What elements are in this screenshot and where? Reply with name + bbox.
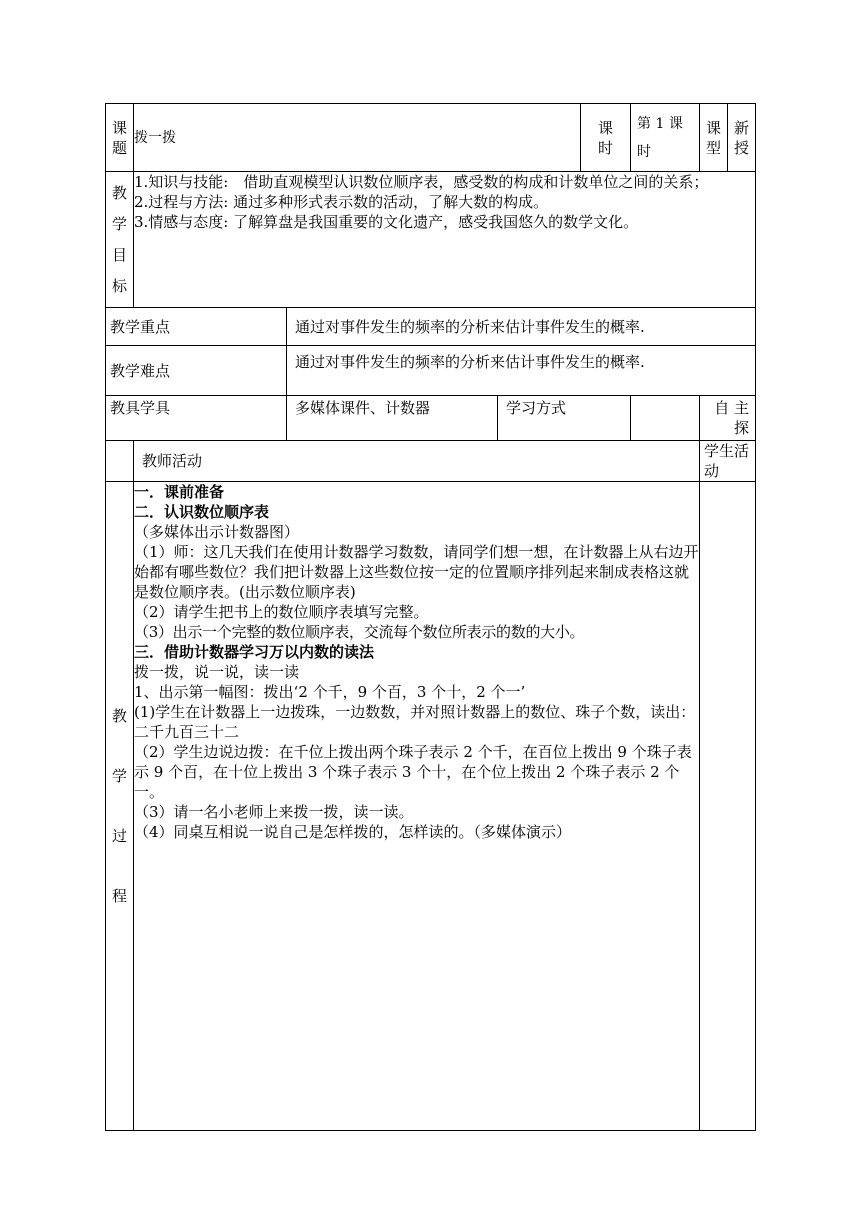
type-value: 新授 bbox=[734, 118, 750, 157]
method-spacer-cell bbox=[631, 396, 700, 441]
type-value-cell bbox=[728, 104, 756, 172]
lesson-plan-table bbox=[105, 103, 756, 1131]
process-line-2: 二．认识数位顺序表 bbox=[134, 503, 270, 521]
difficulty-label-cell bbox=[106, 346, 287, 396]
student-activity-cell bbox=[700, 482, 756, 1131]
topic-label: 课题 bbox=[111, 118, 127, 157]
difficulty-value: 通过对事件发生的频率的分析来估计事件发生的概率. bbox=[295, 353, 645, 371]
process-line-6: （3）出示一个完整的数位顺序表，交流每个数位所表示的数的大小。 bbox=[134, 623, 585, 641]
difficulty-row bbox=[106, 346, 756, 396]
period-value: 第 1 课时 bbox=[637, 115, 683, 160]
goal-line-2: 2.过程与方法: 通过多种形式表示数的活动，了解大数的构成。 bbox=[134, 193, 549, 211]
tools-value-cell bbox=[287, 396, 498, 441]
key-point-label: 教学重点 bbox=[110, 317, 171, 336]
period-value-cell bbox=[631, 104, 700, 172]
difficulty-label: 教学难点 bbox=[110, 361, 171, 380]
key-point-row bbox=[106, 308, 756, 346]
goal-line-1: 1.知识与技能: 借助直观模型认识数位顺序表，感受数的构成和计数单位之间的关系； bbox=[134, 173, 709, 191]
method-value-cell bbox=[700, 396, 756, 441]
key-point-value-cell bbox=[287, 308, 756, 346]
goals-label: 教学目标 bbox=[111, 183, 127, 295]
period-label: 课时 bbox=[598, 118, 614, 157]
process-line-5: （2）请学生把书上的数位顺序表填写完整。 bbox=[134, 603, 429, 621]
process-line-13: （4）同桌互相说一说自己是怎样拨的，怎样读的。（多媒体演示） bbox=[134, 823, 572, 841]
student-activity-header-cell bbox=[700, 441, 756, 482]
teacher-activity-header-cell bbox=[134, 441, 700, 482]
period-label-cell bbox=[581, 104, 631, 172]
process-line-8: 拨一拨，说一说，读一读 bbox=[134, 663, 300, 681]
goals-row bbox=[106, 172, 756, 308]
type-label-cell bbox=[700, 104, 728, 172]
teacher-activity-cell bbox=[134, 482, 700, 1131]
key-point-value: 通过对事件发生的频率的分析来估计事件发生的概率. bbox=[295, 317, 645, 336]
process-line-11: （2）学生边说边拨：在千位上拨出两个珠子表示 2 个千，在百位上拨出 9 个珠子表示 9 个百，在十位上拨出 3 个珠子表示 3 个十，在个位上拨出 2 个珠子表示 2 个一。 bbox=[134, 743, 692, 801]
process-line-9: 1、出示第一幅图：拨出‘2 个千，9 个百，3 个十，2 个一’ bbox=[134, 683, 526, 701]
topic-label-cell bbox=[106, 104, 134, 172]
activity-header-blank bbox=[106, 441, 134, 482]
process-line-7: 三．借助计数器学习万以内数的读法 bbox=[134, 643, 375, 661]
tools-label-cell bbox=[106, 396, 287, 441]
process-line-10: (1)学生在计数器上一边拨珠，一边数数，并对照计数器上的数位、珠子个数，读出：二千九百三十二 bbox=[134, 703, 696, 741]
topic-row bbox=[106, 104, 756, 172]
process-line-3: （多媒体出示计数器图） bbox=[134, 523, 300, 541]
key-point-label-cell bbox=[106, 308, 287, 346]
process-line-1: 一．课前准备 bbox=[134, 483, 225, 501]
method-value: 自 主 探 bbox=[714, 399, 750, 437]
process-label-cell bbox=[106, 482, 134, 1131]
method-label: 学习方式 bbox=[506, 399, 567, 417]
topic-cell bbox=[134, 104, 581, 172]
activity-header-row bbox=[106, 441, 756, 482]
tools-label: 教具学具 bbox=[110, 399, 171, 417]
process-line-4: （1）师：这几天我们在使用计数器学习数数，请同学们想一想，在计数器上从右边开始都有哪些数位？我们把计数器上这些数位按一定的位置顺序排列起来制成表格这就是数位顺序表。(出示数位顺序表) bbox=[134, 543, 699, 601]
method-label-cell bbox=[498, 396, 631, 441]
type-label: 课型 bbox=[706, 118, 722, 157]
student-activity-header: 学生活动 bbox=[704, 442, 750, 480]
process-row bbox=[106, 482, 756, 1131]
process-label: 教学过程 bbox=[111, 707, 127, 905]
tools-row bbox=[106, 396, 756, 441]
difficulty-value-cell bbox=[287, 346, 756, 396]
goal-line-3: 3.情感与态度: 了解算盘是我国重要的文化遗产，感受我国悠久的数学文化。 bbox=[134, 213, 639, 231]
goals-cell bbox=[134, 172, 756, 308]
process-line-12: （3）请一名小老师上来拨一拨，读一读。 bbox=[134, 803, 414, 821]
teacher-activity-header: 教师活动 bbox=[142, 452, 203, 470]
topic-text: 拨一拨 bbox=[134, 130, 176, 146]
goals-label-cell bbox=[106, 172, 134, 308]
tools-value: 多媒体课件、计数器 bbox=[295, 399, 431, 417]
